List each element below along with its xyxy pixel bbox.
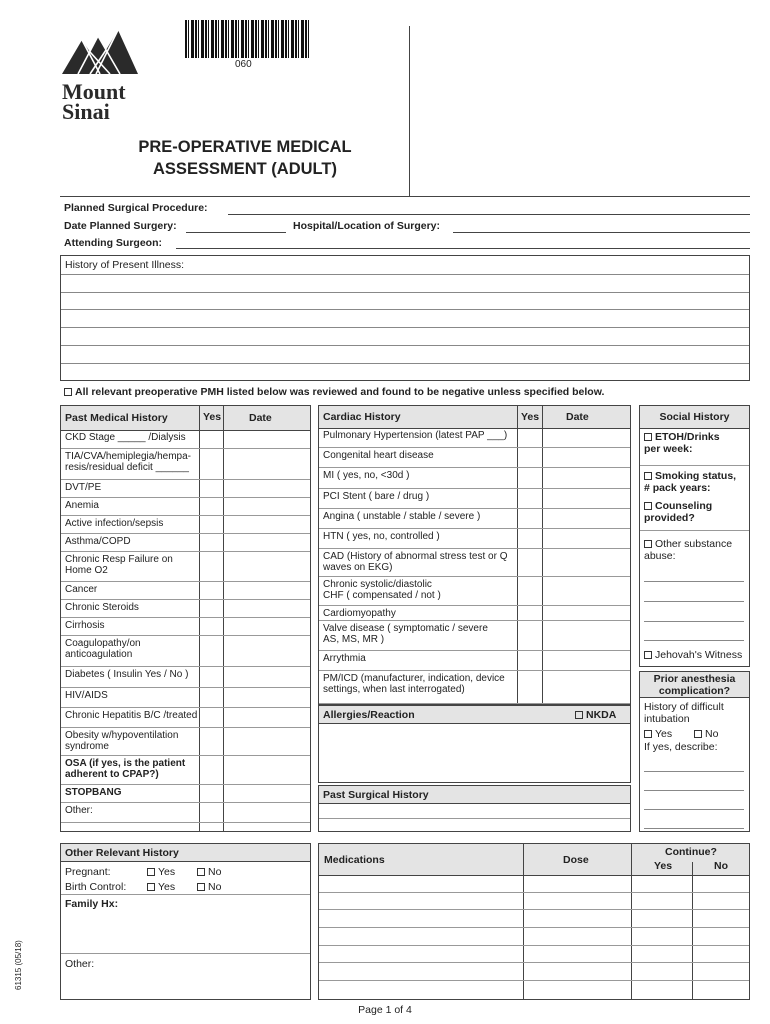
allergies-box[interactable] [318, 705, 631, 783]
birth-control-no-checkbox[interactable]: No [197, 881, 221, 893]
pmh-row[interactable] [61, 480, 310, 498]
past-surgical-label: Past Surgical History [323, 789, 429, 801]
pmh-row[interactable] [61, 449, 310, 480]
pmh-row-label: DVT/PE [65, 482, 102, 493]
birth-control-label: Birth Control: [65, 881, 127, 893]
pmh-row-label: Active infection/sepsis [65, 518, 164, 529]
cardiac-row-label: MI ( yes, no, <30d ) [323, 470, 410, 481]
other-label: Other: [65, 958, 95, 970]
dose-header: Dose [563, 854, 589, 866]
pmh-row-label: STOPBANG [65, 787, 122, 798]
form-code: 61315 (05/18) [14, 940, 23, 990]
cardiac-date-header: Date [566, 411, 589, 423]
cardiac-row[interactable] [319, 671, 630, 704]
pmh-row[interactable] [61, 534, 310, 552]
other-relevant-header: Other Relevant History [65, 847, 179, 859]
pmh-row-label: Coagulopathy/on anticoagulation [65, 638, 141, 660]
procedure-field[interactable] [228, 214, 750, 215]
prior-anesthesia-box [639, 671, 750, 832]
pmh-statement[interactable]: All relevant preoperative PMH listed below was reviewed and found to be negative unless specified below. [64, 386, 604, 398]
medications-table [318, 843, 750, 1000]
medication-row[interactable] [319, 946, 749, 964]
pmh-table [60, 405, 311, 832]
cardiac-row-label: Congenital heart disease [323, 450, 434, 461]
cardiac-row[interactable] [319, 509, 630, 529]
intubation-no-checkbox[interactable]: No [694, 728, 718, 740]
pmh-row[interactable] [61, 636, 310, 667]
hpi-label: History of Present Illness: [65, 259, 185, 271]
cardiac-row[interactable] [319, 606, 630, 621]
date-label: Date Planned Surgery: [64, 220, 177, 232]
cardiac-row-label: PM/ICD (manufacturer, indication, device settings, when last interrogated) [323, 673, 505, 695]
page-number: Page 1 of 4 [358, 1004, 412, 1016]
pmh-row[interactable] [61, 785, 310, 803]
cardiac-row[interactable] [319, 651, 630, 671]
medication-row[interactable] [319, 910, 749, 928]
pregnant-yes-checkbox[interactable]: Yes [147, 866, 175, 878]
pmh-row-label: Chronic Resp Failure on Home O2 [65, 554, 173, 576]
pmh-row[interactable] [61, 708, 310, 728]
cardiac-row-label: Valve disease ( symptomatic / severe AS, MS, MR ) [323, 623, 488, 645]
barcode [185, 20, 309, 58]
cardiac-row-label: Angina ( unstable / stable / severe ) [323, 511, 481, 522]
social-history-box [639, 405, 750, 667]
pmh-row[interactable] [61, 728, 310, 756]
medication-row[interactable] [319, 981, 749, 999]
cardiac-row-label: CAD (History of abnormal stress test or Q waves on EKG) [323, 551, 508, 573]
pmh-row-label: OSA (if yes, is the patient adherent to CPAP?) [65, 758, 186, 780]
continue-no-header: No [714, 860, 728, 872]
cardiac-row-label: HTN ( yes, no, controlled ) [323, 531, 440, 542]
pmh-row[interactable] [61, 618, 310, 636]
pmh-row[interactable] [61, 582, 310, 600]
cardiac-row-label: Cardiomyopathy [323, 608, 396, 619]
pmh-row-label: Asthma/COPD [65, 536, 131, 547]
etoh-checkbox[interactable]: ETOH/Drinks per week: [644, 431, 720, 455]
pmh-row-label: Other: [65, 805, 93, 816]
medication-row[interactable] [319, 875, 749, 893]
page-title: PRE-OPERATIVE MEDICAL ASSESSMENT (ADULT) [138, 138, 352, 178]
cardiac-row-label: PCI Stent ( bare / drug ) [323, 491, 430, 502]
pmh-row-label: Obesity w/hypoventilation syndrome [65, 730, 179, 752]
cardiac-row-label: Pulmonary Hypertension (latest PAP ___) [323, 430, 508, 441]
cardiac-row[interactable] [319, 577, 630, 606]
pmh-row-label: Anemia [65, 500, 99, 511]
intubation-yes-checkbox[interactable]: Yes [644, 728, 672, 740]
nkda-checkbox[interactable]: NKDA [575, 709, 616, 721]
cardiac-row-label: Chronic systolic/diastolic CHF ( compensated / not ) [323, 579, 441, 601]
cardiac-row[interactable] [319, 549, 630, 577]
continue-header: Continue? [665, 846, 717, 858]
pmh-checkbox[interactable] [64, 388, 72, 396]
cardiac-row[interactable] [319, 428, 630, 448]
continue-yes-header: Yes [654, 860, 673, 872]
brand-name: Mount Sinai [62, 79, 126, 124]
smoking-checkbox[interactable]: Smoking status, # pack years: [644, 470, 737, 494]
pmh-date-header: Date [249, 412, 272, 424]
pregnant-label: Pregnant: [65, 866, 111, 878]
pmh-row[interactable] [61, 498, 310, 516]
counseling-checkbox[interactable]: Counseling provided? [644, 500, 713, 524]
hospital-field[interactable] [453, 232, 750, 233]
pmh-row-label: TIA/CVA/hemiplegia/hempa- resis/residual deficit ______ [65, 451, 191, 473]
social-header: Social History [659, 411, 730, 423]
pmh-header: Past Medical History [65, 412, 168, 424]
date-field[interactable] [186, 232, 286, 233]
pmh-row-label: CKD Stage _____ /Dialysis [65, 432, 186, 443]
procedure-label: Planned Surgical Procedure: [64, 202, 208, 214]
pmh-row[interactable] [61, 600, 310, 618]
prior-anesthesia-header: Prior anesthesia complication? [653, 673, 736, 697]
pmh-row[interactable] [61, 667, 310, 688]
medications-header: Medications [324, 854, 385, 866]
pmh-row-label: Diabetes ( Insulin Yes / No ) [65, 669, 189, 680]
cardiac-row[interactable] [319, 621, 630, 651]
other-substance-checkbox[interactable]: Other substance abuse: [644, 538, 733, 562]
cardiac-row[interactable] [319, 529, 630, 549]
pmh-row[interactable] [61, 552, 310, 582]
pmh-row-label: Cancer [65, 584, 98, 595]
birth-control-yes-checkbox[interactable]: Yes [147, 881, 175, 893]
medication-row[interactable] [319, 964, 749, 982]
pregnant-no-checkbox[interactable]: No [197, 866, 221, 878]
cardiac-row-label: Arrythmia [323, 653, 366, 664]
other-relevant-box [60, 843, 311, 1000]
surgeon-field[interactable] [176, 248, 750, 249]
difficult-intubation-label: History of difficult intubation [644, 701, 724, 725]
pmh-row-label: Cirrhosis [65, 620, 105, 631]
mount-sinai-logo [60, 22, 140, 78]
medication-row[interactable] [319, 893, 749, 911]
cardiac-yes-header: Yes [521, 411, 540, 423]
cardiac-table [318, 405, 631, 705]
describe-label: If yes, describe: [644, 741, 718, 753]
cardiac-row[interactable] [319, 468, 630, 489]
barcode-number: 060 [235, 59, 252, 70]
pmh-row[interactable] [61, 803, 310, 823]
pmh-row-label: Chronic Steroids [65, 602, 139, 613]
jehovah-checkbox[interactable]: Jehovah's Witness [644, 649, 742, 661]
cardiac-row[interactable] [319, 448, 630, 468]
pmh-row[interactable] [61, 688, 310, 708]
pmh-yes-header: Yes [203, 411, 222, 423]
past-surgical-box[interactable] [318, 785, 631, 832]
pmh-row[interactable] [61, 430, 310, 449]
pmh-row[interactable] [61, 516, 310, 534]
pmh-row[interactable] [61, 756, 310, 785]
allergies-label: Allergies/Reaction [323, 709, 415, 721]
pmh-row-label: Chronic Hepatitis B/C /treated [65, 710, 198, 721]
hpi-box[interactable] [60, 255, 750, 381]
cardiac-header: Cardiac History [323, 411, 401, 423]
pmh-row-label: HIV/AIDS [65, 690, 108, 701]
family-hx-label: Family Hx: [65, 898, 119, 910]
medication-row[interactable] [319, 928, 749, 946]
hospital-label: Hospital/Location of Surgery: [293, 220, 441, 232]
surgeon-label: Attending Surgeon: [64, 237, 162, 249]
cardiac-row[interactable] [319, 489, 630, 509]
